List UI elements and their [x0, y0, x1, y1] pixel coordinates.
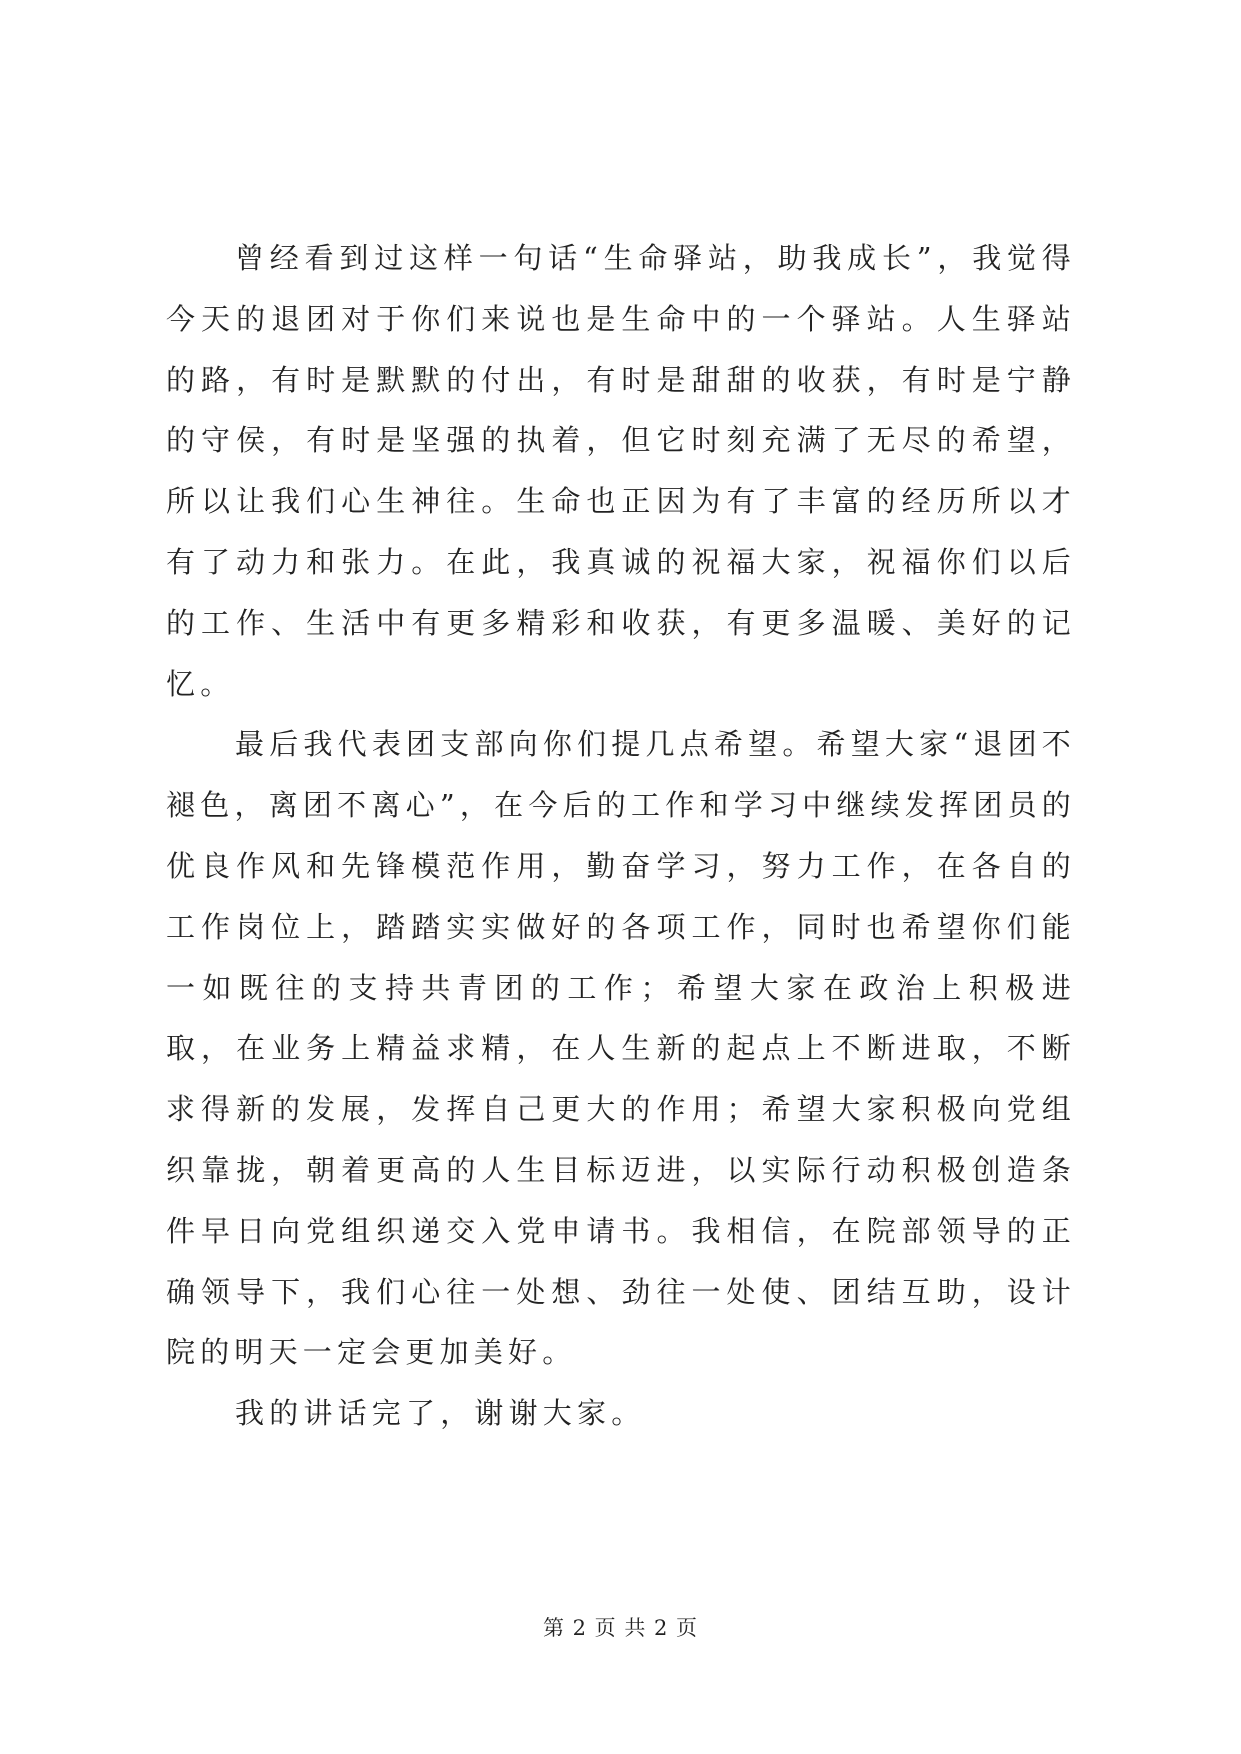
- page-number-footer: 第 2 页 共 2 页: [542, 1616, 699, 1640]
- paragraph-blessing: 曾经看到过这样一句话“生命驿站，助我成长”，我觉得今天的退团对于你们来说也是生命中的一个驿站。人生驿站的路，有时是默默的付出，有时是甜甜的收获，有时是宁静的守侯，有时是坚强的执着，但它时刻充满了无尽的希望，所以让我们心生神往。生命也正因为有了丰富的经历所以才有了动力和张力。在此，我真诚的祝福大家，祝福你们以后的工作、生活中有更多精彩和收获，有更多温暖、美好的记忆。: [166, 241, 1076, 701]
- document-body: [166, 228, 1076, 1444]
- paragraph-closing: 我的讲话完了，谢谢大家。: [235, 1396, 646, 1431]
- paragraph-hopes: 最后我代表团支部向你们提几点希望。希望大家“退团不褪色，离团不离心”，在今后的工作和学习中继续发挥团员的优良作风和先锋模范作用，勤奋学习，努力工作，在各自的工作岗位上，踏踏实实做好的各项工作，同时也希望你们能一如既往的支持共青团的工作；希望大家在政治上积极进取，在业务上精益求精，在人生新的起点上不断进取，不断求得新的发展，发挥自己更大的作用；希望大家积极向党组织靠拢，朝着更高的人生目标迈进，以实际行动积极创造条件早日向党组织递交入党申请书。我相信，在院部领导的正确领导下，我们心往一处想、劲往一处使、团结互助，设计院的明天一定会更加美好。: [166, 727, 1076, 1370]
